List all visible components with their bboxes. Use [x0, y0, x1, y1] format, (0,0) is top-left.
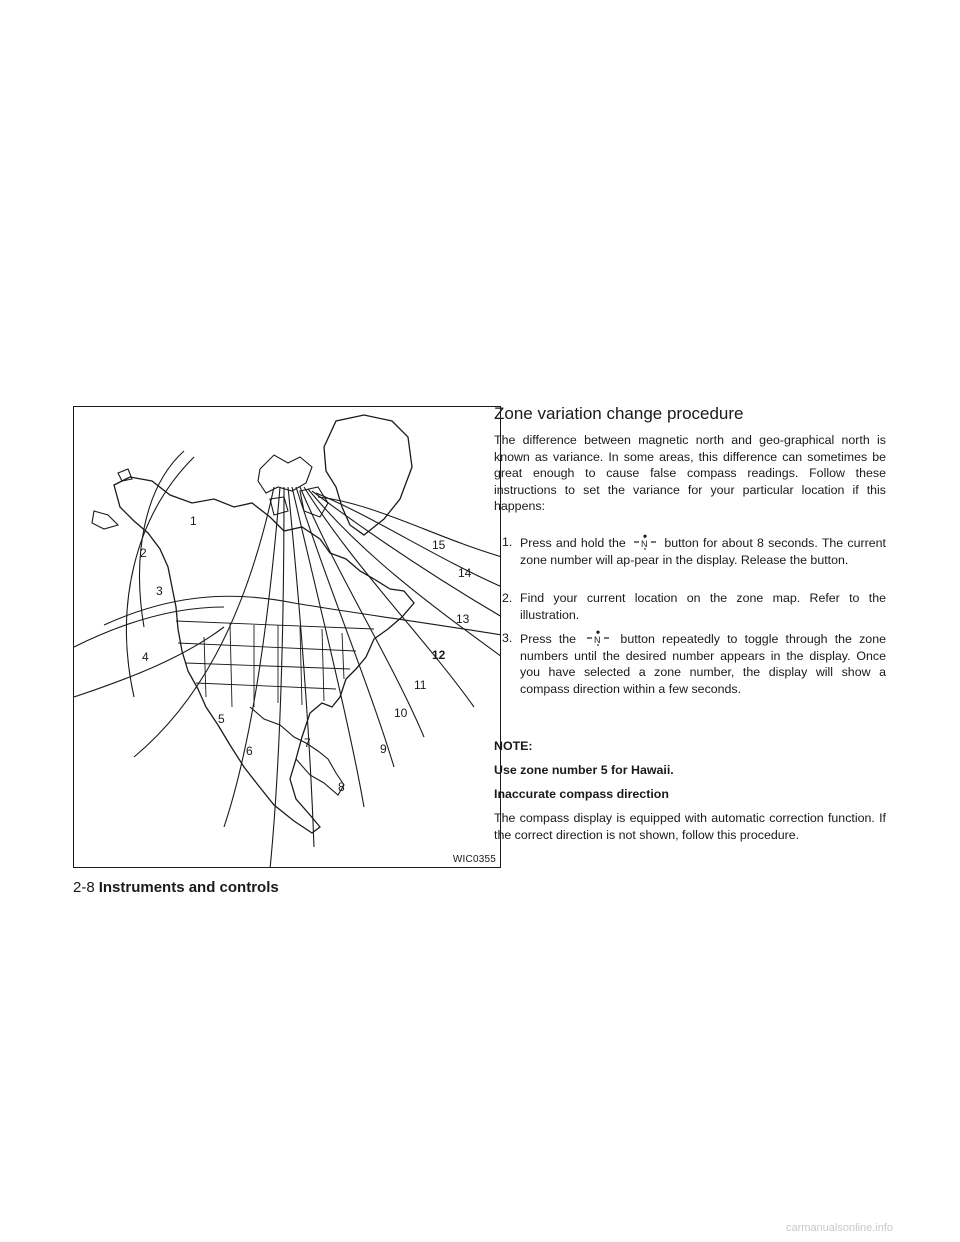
step-number: 3. [502, 631, 513, 645]
svg-text:N: N [594, 635, 601, 645]
step-text [520, 534, 886, 568]
zone-label-4: 4 [142, 650, 149, 664]
step-number: 2. [502, 591, 513, 605]
zone-label-5: 5 [218, 712, 225, 726]
alaska-islands [92, 469, 132, 529]
compass-north-icon [583, 630, 613, 646]
step-text [520, 630, 886, 697]
note-text: Use zone number 5 for Hawaii. [494, 763, 674, 777]
zone-label-1: 1 [190, 514, 197, 528]
page-footer [73, 879, 279, 896]
zone-label-11: 11 [414, 678, 427, 692]
zone-map-figure [73, 406, 501, 868]
zone-label-2: 2 [140, 546, 147, 560]
note-label: NOTE: [494, 739, 533, 753]
zone-label-7: 7 [304, 736, 311, 750]
step-text-before: Press and hold the [520, 536, 626, 550]
intro-paragraph: The difference between magnetic north and geo-graphical north is known as variance. In some areas, this difference can sometimes be great enough to cause false compass readings. Follow these instructions to set the variance for your particular location if this happens: [494, 433, 886, 514]
sub-heading: Inaccurate compass direction [494, 787, 669, 801]
zone-label-6: 6 [246, 744, 253, 758]
step-text-after: button for about 8 seconds. The current zone number will ap-pear in the display. Release the button. [520, 536, 886, 567]
zone-label-13: 13 [456, 612, 470, 626]
zone-label-8: 8 [338, 780, 345, 794]
svg-text:N: N [641, 539, 648, 549]
section-heading: Zone variation change procedure [494, 404, 744, 423]
zone-label-14: 14 [458, 566, 472, 580]
state-boundaries [176, 621, 374, 707]
sub-paragraph: The compass display is equipped with automatic correction function. If the correct direction is not shown, follow this procedure. [494, 811, 886, 842]
zone-label-3: 3 [156, 584, 163, 598]
zone-map [74, 407, 501, 868]
step-text-after: button repeatedly to toggle through the zone numbers until the desired number appears in the display. Once you have selected a zone number, the display will show a compass direction within a few seconds. [520, 632, 886, 696]
watermark: carmanualsonline.info [786, 1222, 894, 1234]
zone-label-15: 15 [432, 538, 446, 552]
page-number: 2-8 [73, 879, 95, 896]
figure-code: WIC0355 [452, 854, 496, 865]
central-america-outline [250, 707, 344, 795]
zone-label-9: 9 [380, 742, 387, 756]
step-number: 1. [502, 535, 513, 549]
zone-label-12: 12 [432, 648, 446, 662]
step-text-before: Press the [520, 632, 577, 646]
step-text: Find your current location on the zone map. Refer to the illustration. [520, 591, 886, 622]
compass-north-icon [630, 534, 660, 550]
greenland-outline [324, 415, 412, 535]
footer-section-title: Instruments and controls [98, 879, 279, 896]
zone-label-10: 10 [394, 706, 408, 720]
